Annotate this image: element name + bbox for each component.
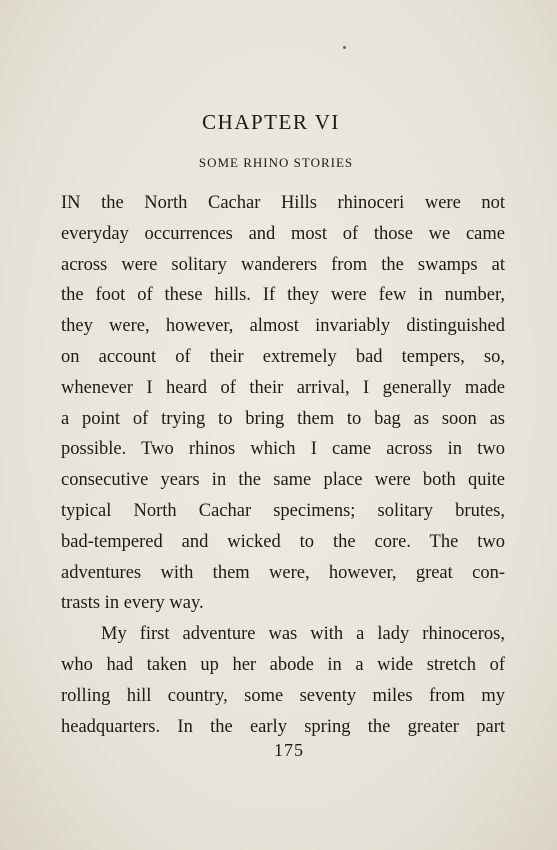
paragraph-start-line: My first adventure was with a lady rhinoceros, xyxy=(101,624,505,645)
text-line: typical North Cachar specimens; solitary brutes, xyxy=(61,500,505,521)
text-line: who had taken up her abode in a wide stretch of xyxy=(61,654,505,675)
text-line: they were, however, almost invariably distinguished xyxy=(61,316,505,337)
text-line: a point of trying to bring them to bag as soon as xyxy=(61,408,505,429)
chapter-title: CHAPTER VI xyxy=(202,110,340,134)
text-line: rolling hill country, some seventy miles from my xyxy=(61,685,505,706)
text-line: everyday occurrences and most of those we came xyxy=(61,223,505,244)
page-number: 175 xyxy=(274,740,304,760)
text-line: adventures with them were, however, great con- xyxy=(61,562,505,583)
text-line: on account of their extremely bad tempers, so, xyxy=(61,346,505,367)
text-line: across were solitary wanderers from the swamps at xyxy=(61,254,505,275)
text-line: bad-tempered and wicked to the core. The two xyxy=(61,531,505,552)
text-line: whenever I heard of their arrival, I generally made xyxy=(61,377,505,398)
text-line: headquarters. In the early spring the greater part xyxy=(61,716,505,737)
chapter-subtitle: SOME RHINO STORIES xyxy=(198,155,354,170)
text-line: possible. Two rhinos which I came across in two xyxy=(61,439,505,460)
paragraph-end-line: trasts in every way. xyxy=(61,593,204,614)
text-line: IN the North Cachar Hills rhinoceri were not xyxy=(61,193,505,213)
text-line: the foot of these hills. If they were few in number, xyxy=(61,285,505,306)
body-text xyxy=(61,188,505,742)
paper-speck xyxy=(343,46,346,49)
text-line: consecutive years in the same place were both quite xyxy=(61,470,505,491)
